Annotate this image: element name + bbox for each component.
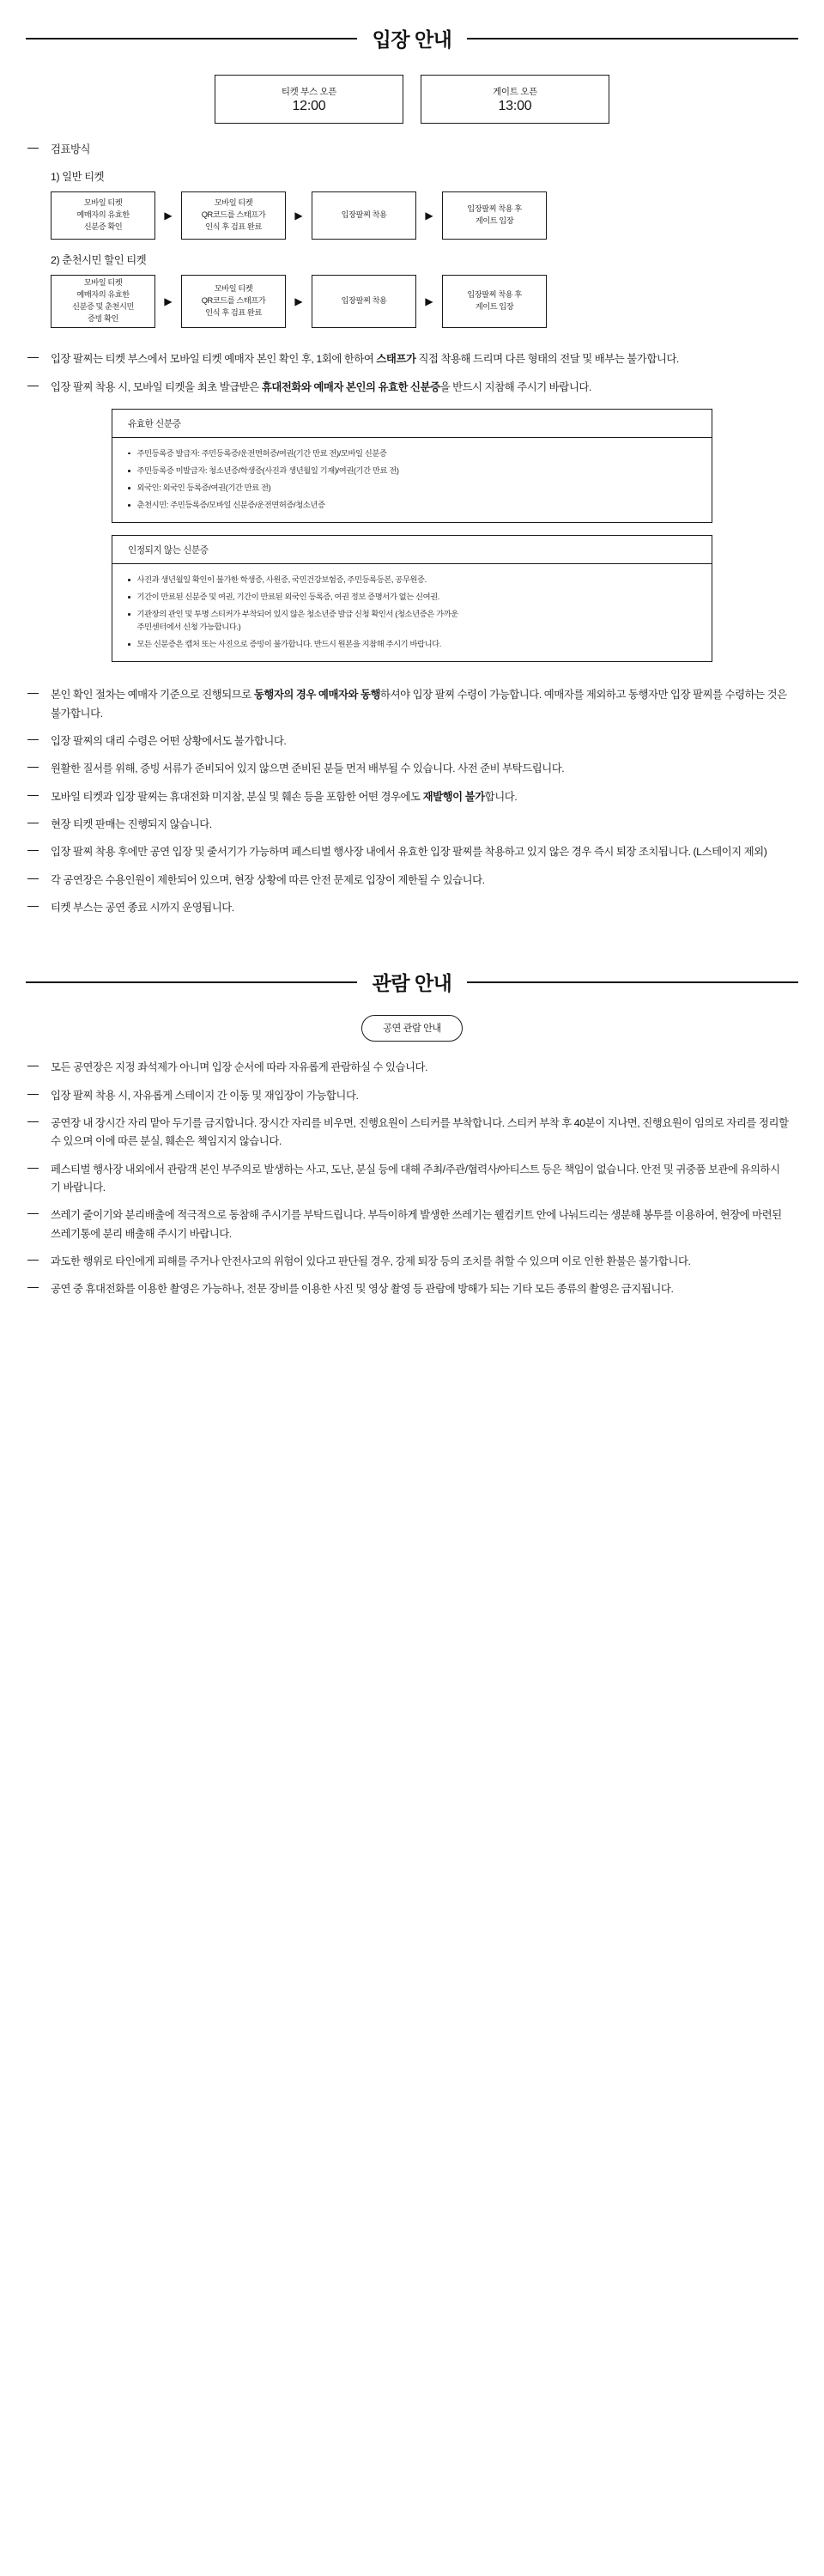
- dash-marker-icon: [27, 795, 39, 796]
- spacer: [0, 951, 824, 968]
- inspection-method-heading: [27, 141, 790, 159]
- invalid-id-item-text: [137, 591, 697, 604]
- flow-arrow-icon: ▶: [425, 210, 433, 222]
- entry-note-bottom-2-text: 입장 팔찌의 대리 수령은 어떤 상황에서도 불가합니다.: [51, 735, 287, 748]
- gate-open-box: [421, 75, 609, 124]
- viewing-note-6: [27, 1253, 790, 1271]
- dash-marker-icon: [27, 148, 39, 149]
- viewing-note-1: [27, 1059, 790, 1077]
- header-rule-right: [467, 38, 798, 39]
- ticket-booth-open-box: [215, 75, 403, 124]
- viewing-note-6-text: 과도한 행위로 타인에게 피해를 주거나 안전사고의 위험이 있다고 판단될 경우, 강제 퇴장 등의 조치를 취할 수 있으며 이로 인한 환불은 불가합니다.: [51, 1255, 691, 1267]
- viewing-note-2-text: 입장 팔찌 착용 시, 자유롭게 스테이지 간 이동 및 재입장이 가능합니다.: [51, 1089, 359, 1102]
- viewing-note-4: [27, 1161, 790, 1198]
- dash-marker-icon: [27, 1213, 39, 1214]
- viewing-note-7-text: 공연 중 휴대전화를 이용한 촬영은 가능하나, 전문 장비를 이용한 사진 및 영상 촬영 등 관람에 방해가 되는 기타 모든 종류의 촬영은 금지됩니다.: [51, 1283, 674, 1296]
- bullet-dot-icon: [128, 613, 130, 616]
- valid-id-item-text: 주민등록증 발급자: 주민등록증/운전면허증/여권(기간 만료 전)/모바일 신분증: [136, 448, 387, 458]
- invalid-id-item: [128, 591, 696, 604]
- entry-note-bottom-4: [27, 788, 790, 806]
- entry-section-title: 입장 안내: [372, 28, 452, 51]
- viewing-note-5: [27, 1206, 790, 1243]
- bullet-dot-icon: [128, 453, 130, 455]
- viewing-note-4-text: 페스티벌 행사장 내외에서 관람객 본인 부주의로 발생하는 사고, 도난, 분실 등에 대해 주최/주관/협력사/아티스트 등은 책임이 없습니다. 안전 및 귀중품 보관에 유의하시기 바랍니다.: [51, 1163, 780, 1194]
- gate-open-label: 게이트 오픈: [493, 86, 537, 97]
- entry-note-bottom-3-text: 원활한 질서를 위해, 증빙 서류가 준비되어 있지 않으면 준비된 분들 먼저 배부될 수 있습니다. 사전 준비 부탁드립니다.: [51, 762, 565, 775]
- flow-step-1: [51, 191, 155, 240]
- valid-id-item-text: 주민등록증 미발급자: 청소년증/학생증(사진과 생년월일 기재)/여권(기간 만료 전): [136, 466, 399, 476]
- spacer: [0, 927, 824, 951]
- entry-note-bottom-4-text: 모바일 티켓과 입장 팔찌는 휴대전화 미지참, 분실 및 훼손 등을 포함한 어떤 경우에도 재발행이 불가합니다.: [51, 790, 518, 803]
- bullet-dot-icon: [128, 470, 130, 472]
- viewing-note-2: [27, 1087, 790, 1105]
- spacer: [0, 124, 824, 141]
- invalid-id-item-main: 모든 신분증은 캡처 또는 사진으로 증빙이 불가합니다. 반드시 원본을 지참해 주시기 바랍니다.: [136, 640, 441, 649]
- flow-arrow-icon: ▶: [425, 295, 433, 308]
- entry-note-bottom-6: [27, 843, 790, 861]
- entry-note-bottom-1: [27, 686, 790, 723]
- entry-note-bottom-2: [27, 732, 790, 750]
- bullet-dot-icon: [128, 596, 130, 598]
- valid-id-item: [128, 447, 696, 460]
- entry-note-bottom-7: [27, 872, 790, 890]
- inspection-method-label: 검표방식: [51, 143, 91, 155]
- entry-note-bottom-8: [27, 899, 790, 917]
- citizen-flow-step-4-text: 입장팔찌 착용 후 게이트 입장: [467, 290, 522, 312]
- citizen-flow-step-3-text: 입장팔찌 착용: [341, 296, 387, 306]
- entry-note-top-1-text: 입장 팔찌는 티켓 부스에서 모바일 티켓 예매자 본인 확인 후, 1회에 한하여 스태프가 직접 착용해 드리며 다른 형태의 전달 및 배부는 불가합니다.: [51, 353, 679, 366]
- flow-step-3-text: 입장팔찌 착용: [341, 210, 387, 220]
- citizen-flow-step-3: [312, 275, 416, 328]
- entry-section-header: [0, 24, 824, 52]
- header-rule-right: [467, 981, 798, 983]
- invalid-id-item-text: [137, 638, 697, 651]
- entry-note-top-1: [27, 350, 790, 368]
- invalid-id-item-main: 기간이 만료된 신분증 및 여권, 기간이 만료된 외국인 등록증, 여권 정보 증명서가 없는 신여권.: [136, 592, 439, 602]
- viewing-note-3-text: 공연장 내 장시간 자리 맡아 두기를 금지합니다. 장시간 자리를 비우면, 진행요원이 스티커를 부착합니다. 스티커 부착 후 40분이 지나면, 진행요원이 임의로 자리를 정리할 수 있으며 이에 따른 분실, 훼손은 책임지지 않습니다.: [51, 1117, 789, 1148]
- entry-note-bottom-6-text: 입장 팔찌 착용 후에만 공연 입장 및 줄서기가 가능하며 페스티벌 행사장 내에서 유효한 입장 팔찌를 착용하고 있지 않은 경우 즉시 퇴장 조치됩니다. (L스테이지 제외): [51, 846, 767, 859]
- viewing-note-3: [27, 1115, 790, 1151]
- invalid-id-item: [128, 638, 696, 651]
- bullet-dot-icon: [128, 643, 130, 646]
- viewing-section-title: 관람 안내: [372, 972, 452, 995]
- viewing-notes: [0, 1059, 824, 1298]
- viewing-note-5-text: 쓰레기 줄이기와 분리배출에 적극적으로 동참해 주시기를 부탁드립니다. 부득이하게 발생한 쓰레기는 웰컴키트 안에 나눠드리는 생분해 봉투를 이용하여, 현장에 마련된 쓰레기통에 분리 배출해 주시기 바랍니다.: [51, 1209, 782, 1240]
- viewing-guide-badge: 공연 관람 안내: [361, 1015, 463, 1042]
- dash-marker-icon: [27, 850, 39, 851]
- flow-step-1-text: 모바일 티켓 예매자의 유효한 신분증 확인: [76, 198, 130, 232]
- viewing-note-7: [27, 1280, 790, 1298]
- dash-marker-icon: [27, 1094, 39, 1095]
- flow-diagram-general: [0, 191, 824, 240]
- valid-id-panel: [112, 409, 712, 523]
- dash-marker-icon: [27, 878, 39, 879]
- invalid-id-item: [128, 574, 696, 586]
- flow-general-heading: 1) 일반 티켓: [51, 171, 105, 184]
- entry-note-bottom-5: [27, 816, 790, 834]
- bullet-dot-icon: [128, 579, 130, 581]
- inspection-method-block: [0, 141, 824, 159]
- entry-note-bottom-8-text: 티켓 부스는 공연 종료 시까지 운영됩니다.: [51, 902, 234, 914]
- flow-arrow-icon: ▶: [294, 295, 303, 308]
- entry-notes-top: [0, 350, 824, 397]
- ticket-booth-open-label: 티켓 부스 오픈: [281, 86, 337, 97]
- invalid-id-item-main: 기관장의 관인 및 투명 스티커가 부착되어 있지 않은 청소년증 발급 신청 확인서 (청소년증은 가까운: [136, 610, 458, 619]
- dash-marker-icon: [27, 906, 39, 907]
- invalid-id-panel-title: 인정되지 않는 신분증: [112, 536, 712, 564]
- entry-notes-bottom: [0, 686, 824, 917]
- flow-step-3: [312, 191, 416, 240]
- entry-note-top-2: [27, 379, 790, 397]
- ticket-booth-open-time: 12:00: [292, 98, 326, 113]
- dash-marker-icon: [27, 1287, 39, 1288]
- invalid-id-item: [128, 608, 696, 634]
- dash-marker-icon: [27, 1121, 39, 1122]
- viewing-badge-wrap: [0, 1015, 824, 1042]
- flow-arrow-icon: ▶: [164, 210, 173, 222]
- dash-marker-icon: [27, 739, 39, 740]
- bullet-dot-icon: [128, 487, 130, 489]
- citizen-flow-step-2: [181, 275, 286, 328]
- valid-id-item: [128, 465, 696, 477]
- invalid-id-item-text: [137, 608, 697, 634]
- invalid-id-item-main: 사진과 생년월일 확인이 불가한 학생증, 사원증, 국민건강보험증, 주민등록등본, 공무원증.: [136, 575, 427, 585]
- viewing-note-1-text: 모든 공연장은 지정 좌석제가 아니며 입장 순서에 따라 자유롭게 관람하실 수 있습니다.: [51, 1061, 428, 1074]
- entry-note-bottom-7-text: 각 공연장은 수용인원이 제한되어 있으며, 현장 상황에 따른 안전 문제로 입장이 제한될 수 있습니다.: [51, 873, 485, 886]
- header-rule-left: [26, 981, 357, 983]
- viewing-section-header: [0, 968, 824, 996]
- spacer: [0, 340, 824, 350]
- citizen-flow-step-4: [442, 275, 547, 328]
- invalid-id-item-sub: 주민센터에서 신청 가능합니다.): [136, 623, 241, 632]
- valid-id-item: [128, 482, 696, 495]
- valid-id-item-text: 외국인: 외국인 등록증/여권(기간 만료 전): [136, 483, 271, 493]
- spacer: [0, 662, 824, 686]
- dash-marker-icon: [27, 693, 39, 694]
- dash-marker-icon: [27, 1168, 39, 1169]
- citizen-flow-step-1-text: 모바일 티켓 예매자의 유효한 신분증 및 춘천시민 증빙 확인: [71, 278, 134, 324]
- open-times-row: [0, 75, 824, 124]
- entry-note-bottom-1-text: 본인 확인 절차는 예매자 기준으로 진행되므로 동행자의 경우 예매자와 동행하셔야 입장 팔찌 수령이 가능합니다. 예매자를 제외하고 동행자만 입장 팔찌를 수령하는 것은 불가합니다.: [51, 689, 787, 720]
- flow-arrow-icon: ▶: [294, 210, 303, 222]
- gate-open-time: 13:00: [498, 98, 532, 113]
- invalid-id-item-text: [137, 574, 697, 586]
- flow-step-4: [442, 191, 547, 240]
- top-spacer: [0, 0, 824, 24]
- spacer: [0, 1042, 824, 1059]
- dash-marker-icon: [27, 357, 39, 358]
- flow-step-4-text: 입장팔찌 착용 후 게이트 입장: [467, 204, 522, 226]
- bullet-dot-icon: [128, 504, 130, 507]
- valid-id-item: [128, 499, 696, 512]
- citizen-flow-step-2-text: 모바일 티켓 QR코드를 스태프가 인식 후 검표 완료: [201, 284, 266, 318]
- flow-step-2: [181, 191, 286, 240]
- citizen-flow-step-1: [51, 275, 155, 328]
- flow-step-2-text: 모바일 티켓 QR코드를 스태프가 인식 후 검표 완료: [201, 198, 266, 232]
- header-rule-left: [26, 38, 357, 39]
- flow-arrow-icon: ▶: [164, 295, 173, 308]
- invalid-id-panel-body: [112, 564, 712, 661]
- valid-id-panel-body: [112, 438, 712, 522]
- valid-id-item-text: 춘천시민: 주민등록증/모바일 신분증/운전면허증/청소년증: [136, 501, 325, 510]
- dash-marker-icon: [27, 767, 39, 768]
- entry-note-top-2-text: 입장 팔찌 착용 시, 모바일 티켓을 최초 발급받은 휴대전화와 예매자 본인의 유효한 신분증을 반드시 지참해 주시기 바랍니다.: [51, 380, 591, 393]
- flow-citizen-heading: 2) 춘천시민 할인 티켓: [51, 254, 147, 267]
- entry-note-bottom-5-text: 현장 티켓 판매는 진행되지 않습니다.: [51, 818, 212, 831]
- entry-note-bottom-3: [27, 760, 790, 778]
- flow-diagram-citizen: [0, 275, 824, 328]
- valid-id-panel-title: 유효한 신분증: [112, 410, 712, 438]
- invalid-id-panel: [112, 535, 712, 662]
- dash-marker-icon: [27, 1260, 39, 1261]
